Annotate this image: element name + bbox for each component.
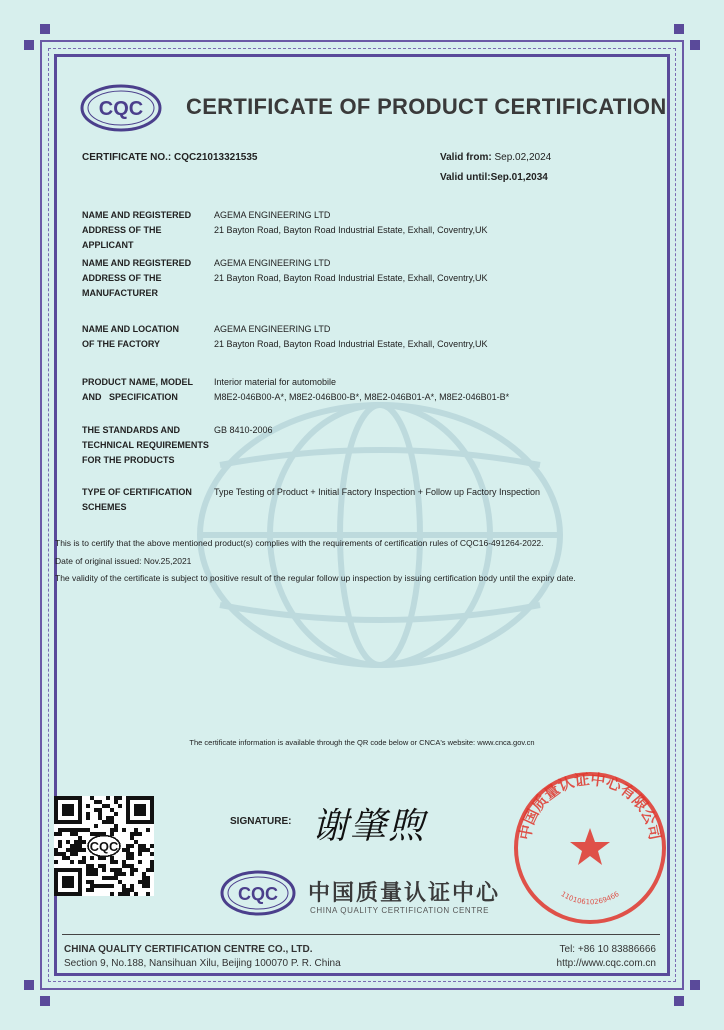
certificate-title: CERTIFICATE OF PRODUCT CERTIFICATION [186, 94, 667, 119]
field-value: Interior material for automobile M8E2-046B00-A*, M8E2-046B00-B*, M8E2-046B01-A*, M8E2-046B01-B* [214, 377, 510, 402]
corner-ornament [40, 24, 50, 34]
field-value: Type Testing of Product + Initial Factory Inspection + Follow up Factory Inspection [214, 487, 540, 497]
footer-telephone: Tel: +86 10 83886666 [559, 944, 656, 955]
field-label: TYPE OF CERTIFICATION SCHEMES [82, 487, 192, 512]
corner-ornament [40, 996, 50, 1006]
svg-text:CQC: CQC [238, 884, 278, 904]
field-label: NAME AND REGISTERED ADDRESS OF THE APPLICANT [82, 210, 192, 250]
corner-ornament [690, 40, 700, 50]
svg-text:CQC: CQC [98, 98, 144, 120]
field-label: PRODUCT NAME, MODEL AND SPECIFICATION [82, 377, 193, 402]
org-english-name: CHINA QUALITY CERTIFICATION CENTRE [310, 906, 490, 915]
svg-text:中国质量认证中心有限公司: 中国质量认证中心有限公司 [515, 770, 665, 842]
valid-from: Valid from: Sep.02,2024 [440, 152, 552, 163]
footer-company-name: CHINA QUALITY CERTIFICATION CENTRE CO., LTD. [64, 944, 313, 955]
signature-label: SIGNATURE: [230, 816, 292, 827]
original-issue-date: Date of original issued: Nov.25,2021 [55, 556, 192, 566]
corner-ornament [24, 40, 34, 50]
validity-statement: The validity of the certificate is subject to positive result of the regular follow up inspection by issuing certification body until the expiry date. [55, 573, 576, 583]
field-value: GB 8410-2006 [214, 425, 273, 435]
signature: 谢肇煦 [312, 806, 427, 847]
official-seal [510, 768, 670, 928]
svg-text:CQC: CQC [89, 839, 119, 855]
corner-ornament [674, 996, 684, 1006]
field-label: NAME AND REGISTERED ADDRESS OF THE MANUFACTURER [82, 258, 192, 298]
corner-ornament [24, 980, 34, 990]
field-label: NAME AND LOCATION OF THE FACTORY [82, 324, 179, 349]
corner-ornament [674, 24, 684, 34]
footer-website[interactable]: http://www.cqc.com.cn [556, 958, 656, 969]
field-value: AGEMA ENGINEERING LTD 21 Bayton Road, Bayton Road Industrial Estate, Exhall, Coventry,UK [214, 210, 488, 235]
qr-code[interactable] [54, 796, 154, 896]
svg-text:11010610269466: 11010610269466 [559, 890, 621, 907]
cqc-logo [220, 870, 296, 916]
footer-address: Section 9, No.188, Nansihuan Xilu, Beijing 100070 P. R. China [64, 958, 341, 969]
valid-until: Valid until:Sep.01,2034 [440, 172, 548, 183]
field-label: THE STANDARDS AND TECHNICAL REQUIREMENTS FOR THE PRODUCTS [82, 425, 209, 465]
cqc-logo [80, 84, 162, 132]
qr-note: The certificate information is available through the QR code below or CNCA's website: www.cnca.gov.cn [189, 738, 535, 747]
footer-divider [62, 934, 660, 935]
org-chinese-name: 中国质量认证中心 [308, 880, 501, 905]
certificate-number: CERTIFICATE NO.: CQC21013321535 [82, 152, 258, 163]
certify-statement: This is to certify that the above mentioned product(s) complies with the requirements of certification rules of CQC16-491264-2022. [55, 538, 544, 548]
field-value: AGEMA ENGINEERING LTD 21 Bayton Road, Bayton Road Industrial Estate, Exhall, Coventry,UK [214, 258, 488, 283]
field-value: AGEMA ENGINEERING LTD 21 Bayton Road, Bayton Road Industrial Estate, Exhall, Coventry,UK [214, 324, 488, 349]
corner-ornament [690, 980, 700, 990]
